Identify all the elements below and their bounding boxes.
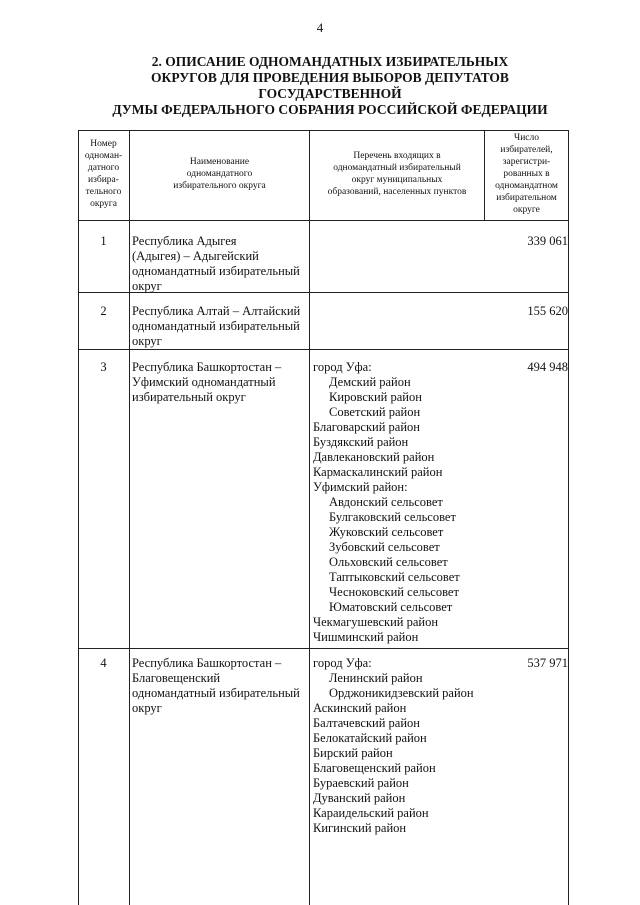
district-name-line: Республика Башкортостан – [132,656,282,670]
municipality-item: Авдонский сельсовет [329,495,443,509]
header-line: одномандатном [495,181,558,191]
municipality-item: Бирский район [313,746,393,760]
row-divider [78,349,569,350]
header-line: Номер [90,139,117,149]
district-name-line: (Адыгея) – Адыгейский [132,249,259,263]
header-voters [485,132,568,216]
title-line: 2. ОПИСАНИЕ ОДНОМАНДАТНЫХ ИЗБИРАТЕЛЬНЫХ [151,54,509,69]
municipalities-list [313,360,553,645]
district-name-line: одномандатный избирательный [132,319,300,333]
municipality-item: Кировский район [329,390,422,404]
header-line: избирателей, [500,145,553,155]
district-name-line: Республика Башкортостан – [132,360,282,374]
municipality-item: Чесноковский сельсовет [329,585,459,599]
header-name [130,156,309,192]
district-name-line: избирательный округ [132,390,246,404]
voters-count: 155 620 [527,304,568,318]
district-name [132,234,312,294]
header-line: округ муниципальных [351,175,443,185]
header-line: избирательном [496,193,557,203]
municipality-item: Буздякский район [313,435,409,449]
municipality-item: Благоварский район [313,420,420,434]
voters-count: 339 061 [527,234,568,248]
municipalities-list [313,656,553,836]
municipality-item: Таптыковский сельсовет [329,570,460,584]
header-line: одномандатного [186,169,253,179]
municipality-item: город Уфа: [313,656,372,670]
district-number: 1 [100,234,107,248]
district-name-line: Республика Адыгея [132,234,237,248]
header-line: тельного [85,187,122,197]
header-line: округе [513,205,540,215]
district-name-line: округ [132,279,162,293]
header-line: зарегистри- [502,157,551,167]
district-name [132,360,312,405]
municipality-item: Дуванский район [313,791,406,805]
municipality-item: Чишминский район [313,630,419,644]
municipality-item: Благовещенский район [313,761,436,775]
district-number: 3 [100,360,107,374]
district-name-line: округ [132,701,162,715]
header-line: избира- [88,175,119,185]
header-line: одноман- [84,151,123,161]
district-number: 2 [100,304,107,318]
municipality-item: Юматовский сельсовет [329,600,453,614]
row-divider [78,220,569,221]
header-line: Наименование [189,157,250,167]
header-line: Перечень входящих в [353,151,441,161]
voters-count: 494 948 [527,360,568,374]
header-list [310,150,484,198]
municipality-item: Аскинский район [313,701,407,715]
municipality-item: Ольховский сельсовет [329,555,448,569]
district-name [132,656,312,716]
header-line: одномандатный избирательный [333,163,461,173]
column-divider [129,130,130,905]
district-name-line: одномандатный избирательный [132,686,300,700]
header-line: избирательного округа [173,181,266,191]
municipality-item: Бураевский район [313,776,409,790]
header-line: Число [514,133,539,143]
district-number: 4 [100,656,107,670]
district-name-line: Уфимский одномандатный [132,375,276,389]
municipality-item: Уфимский район: [313,480,408,494]
document-title [80,54,580,118]
municipality-item: Кармаскалинский район [313,465,443,479]
municipality-item: Кигинский район [313,821,407,835]
district-name [132,304,312,349]
municipality-item: Балтачевский район [313,716,420,730]
voters-count: 537 971 [527,656,568,670]
column-divider [568,130,569,905]
municipality-item: Советский район [329,405,421,419]
header-line: округа [90,199,117,209]
municipality-item: Караидельский район [313,806,429,820]
municipality-item: Белокатайский район [313,731,427,745]
municipality-item: Демский район [329,375,411,389]
municipality-item: Жуковский сельсовет [329,525,444,539]
title-line: ОКРУГОВ ДЛЯ ПРОВЕДЕНИЯ ВЫБОРОВ ДЕПУТАТОВ ГОСУДАРСТВЕННОЙ [151,70,509,101]
header-line: датного [87,163,120,173]
municipality-item: Ленинский район [329,671,423,685]
title-line: ДУМЫ ФЕДЕРАЛЬНОГО СОБРАНИЯ РОССИЙСКОЙ ФЕДЕРАЦИИ [112,102,548,117]
district-name-line: одномандатный избирательный [132,264,300,278]
header-line: образований, населенных пунктов [327,187,467,197]
districts-table [78,130,569,905]
municipality-item: Зубовский сельсовет [329,540,440,554]
municipality-item: Орджоникидзевский район [329,686,474,700]
district-name-line: Благовещенский [132,671,221,685]
header-line: рованных в [503,169,550,179]
district-name-line: округ [132,334,162,348]
municipality-item: Чекмагушевский район [313,615,439,629]
row-divider [78,648,569,649]
municipality-item: Булгаковский сельсовет [329,510,456,524]
header-number [78,138,129,210]
municipality-item: Давлекановский район [313,450,435,464]
page-number: 4 [316,20,324,35]
row-divider [78,130,569,131]
municipality-item: город Уфа: [313,360,372,374]
district-name-line: Республика Алтай – Алтайский [132,304,301,318]
